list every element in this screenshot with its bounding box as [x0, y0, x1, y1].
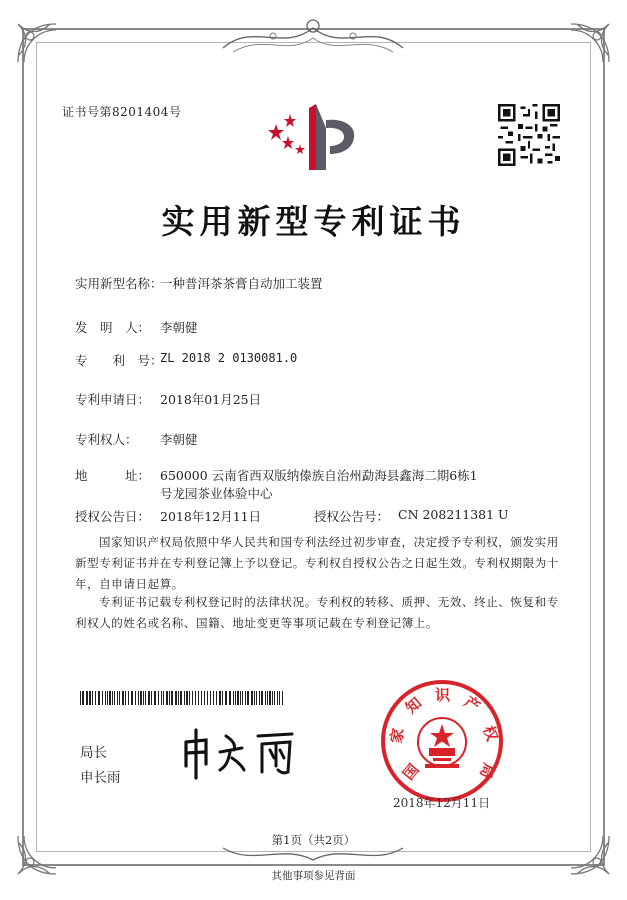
handwritten-signature [180, 722, 310, 786]
barcode-bar [122, 691, 124, 705]
barcode-bar [166, 691, 168, 705]
barcode-bar [192, 691, 193, 705]
barcode-bar [240, 691, 241, 705]
barcode-bar [119, 691, 120, 705]
patent-number-label: 专 利 号： [75, 353, 163, 368]
barcode-bar [145, 691, 146, 705]
inventor-label: 发 明 人： [75, 320, 151, 335]
barcode-bar [125, 691, 126, 705]
barcode-bar [198, 691, 199, 705]
barcode-bar [135, 691, 136, 705]
seal-character: 局 [476, 760, 499, 781]
barcode-bar [114, 691, 115, 705]
barcode-bar [279, 691, 280, 705]
page-number: 第1页（共2页） [271, 833, 356, 847]
barcode-bar [216, 691, 217, 705]
grant-number-label: 授权公告号： [314, 509, 390, 524]
barcode-bar [210, 691, 211, 705]
footer-note: 其他事项参见背面 [271, 870, 356, 882]
barcode-bar [131, 691, 133, 705]
seal-character: 国 [399, 760, 423, 784]
director-title: 局长 [80, 745, 107, 761]
barcode-bar [186, 691, 188, 705]
paragraph-1-line-3: 年，自申请日起算。 [75, 577, 184, 591]
address-line-1: 650000 云南省西双版纳傣族自治州勐海县鑫海二期6栋1 [160, 468, 478, 483]
seal-character: 家 [387, 726, 408, 745]
barcode-bar [254, 691, 255, 705]
barcode-bar [154, 691, 156, 705]
barcode-bar [178, 691, 179, 705]
barcode-bar [95, 691, 96, 705]
barcode-bar [117, 691, 118, 705]
paragraph-1-line-1: 国家知识产权局依照中华人民共和国专利法经过初步审查，决定授予专利权，颁发实用 [99, 535, 559, 549]
barcode-bar [225, 691, 227, 705]
utility-model-name-value: 一种普洱茶茶膏自动加工装置 [160, 276, 323, 291]
barcode-bar [272, 691, 273, 705]
barcode-bar [161, 691, 162, 705]
barcode-bar [265, 691, 266, 705]
barcode-bar [138, 691, 139, 705]
statement-paragraph-1 [75, 532, 565, 595]
qr-code [498, 104, 560, 170]
barcode-bar [151, 691, 152, 705]
utility-model-name-label: 实用新型名称： [75, 276, 163, 291]
filing-date-label: 专利申请日： [75, 392, 151, 407]
barcode-bar [80, 691, 81, 705]
barcode-bar [189, 691, 190, 705]
grant-number-value: CN 208211381 U [398, 507, 509, 522]
statement-paragraph-2 [75, 592, 565, 634]
seal-character: 识 [435, 686, 451, 704]
barcode-bar [175, 691, 177, 705]
barcode-bar [98, 691, 100, 705]
seal-character: 权 [479, 723, 502, 744]
barcode-bar [274, 691, 275, 705]
corner-ornament-top-right [567, 20, 613, 66]
barcode-bar [237, 691, 239, 705]
barcode-bar [233, 691, 234, 705]
certificate-number: 证书号第8201404号 [62, 105, 182, 119]
barcode-bar [169, 691, 170, 705]
top-ornament [213, 12, 413, 64]
barcode-bar [247, 691, 249, 705]
official-seal [379, 678, 505, 808]
barcode-bar [222, 691, 223, 705]
barcode-bar [143, 691, 144, 705]
grant-date-value: 2018年12月11日 [160, 509, 262, 524]
seal-date: 2018年12月11日 [393, 796, 491, 810]
barcode-bar [213, 691, 214, 705]
barcode-bar [277, 691, 278, 705]
barcode-bar [259, 691, 260, 705]
barcode-bar [242, 691, 243, 705]
barcode-bar [261, 691, 263, 705]
barcode-bar [158, 691, 159, 705]
barcode-bar [180, 691, 182, 705]
barcode-bar [219, 691, 221, 705]
barcode-bar [128, 691, 129, 705]
barcode-bar [107, 691, 108, 705]
patentee-label: 专利权人： [75, 432, 138, 447]
barcode-bar [282, 691, 283, 705]
patent-number-value: ZL 2018 2 0130081.0 [160, 351, 298, 365]
barcode-bar [245, 691, 246, 705]
barcode-bar [184, 691, 185, 705]
barcode-bar [207, 691, 208, 705]
barcode-bar [82, 691, 84, 705]
filing-date-value: 2018年01月25日 [160, 392, 262, 407]
corner-ornament-top-left [14, 20, 60, 66]
barcode-bar [92, 691, 93, 705]
barcode-bar [267, 691, 268, 705]
patentee-value: 李朝健 [160, 432, 198, 447]
barcode-bar [148, 691, 150, 705]
paragraph-1-line-2: 新型专利证书并在专利登记簿上予以登记。专利权自授权公告之日起生效。专利权期限为十 [75, 556, 559, 570]
patent-office-logo [264, 100, 364, 182]
barcode-bar [256, 691, 257, 705]
director-name: 申长雨 [80, 770, 121, 786]
grant-date-label: 授权公告日： [75, 509, 151, 524]
barcode-bar [140, 691, 142, 705]
inventor-value: 李朝健 [160, 320, 198, 335]
barcode [80, 690, 285, 704]
barcode-bar [102, 691, 103, 705]
seal-character: 知 [402, 693, 426, 718]
barcode-bar [171, 691, 173, 705]
paragraph-2-line-2: 利权人的姓名或名称、国籍、地址变更等事项记载在专利登记簿上。 [75, 616, 438, 630]
barcode-bar [229, 691, 231, 705]
barcode-bar [105, 691, 106, 705]
barcode-bar [109, 691, 111, 705]
address-line-2: 号龙园茶业体验中心 [160, 486, 273, 501]
barcode-bar [204, 691, 205, 705]
address-label: 地 址： [75, 468, 151, 483]
certificate-title: 实用新型专利证书 [161, 202, 466, 241]
barcode-bar [195, 691, 196, 705]
paragraph-2-line-1: 专利证书记载专利权登记时的法律状况。专利权的转移、质押、无效、终止、恢复和专 [99, 595, 559, 609]
barcode-bar [201, 691, 202, 705]
seal-character: 产 [460, 692, 484, 716]
barcode-bar [89, 691, 91, 705]
barcode-bar [269, 691, 271, 705]
barcode-bar [251, 691, 253, 705]
barcode-bar [163, 691, 164, 705]
barcode-bar [86, 691, 88, 705]
barcode-bar [112, 691, 113, 705]
barcode-bar [235, 691, 236, 705]
